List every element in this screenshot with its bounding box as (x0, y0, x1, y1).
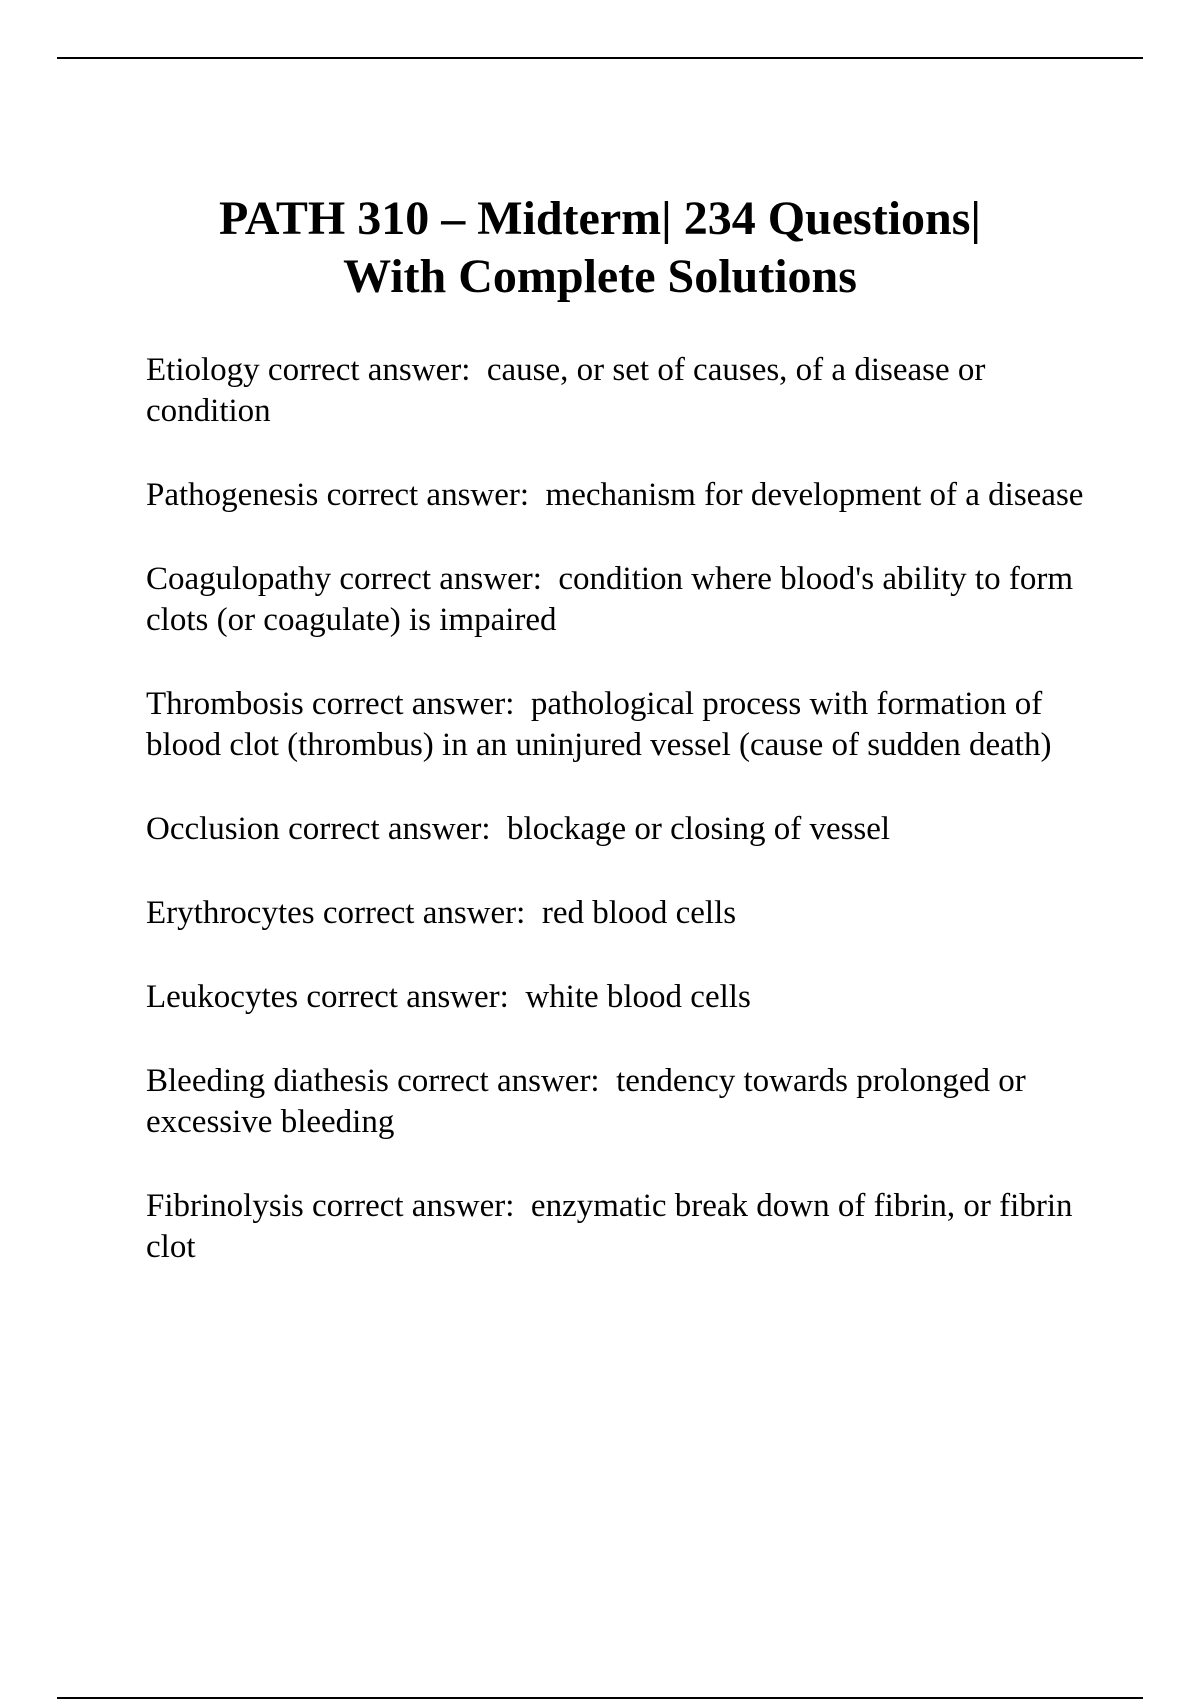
qa-entry (146, 1061, 1106, 1143)
qa-entry (146, 350, 1106, 432)
entry-definition: condition where blood's ability to form clots (or coagulate) is impaired (146, 561, 1073, 638)
entry-term: Leukocytes (146, 979, 299, 1015)
top-divider (57, 57, 1143, 59)
entry-term: Thrombosis (146, 686, 304, 722)
entry-definition: pathological process with formation of blood clot (thrombus) in an uninjured vessel (cause of sudden death) (146, 686, 1052, 763)
qa-list (146, 350, 1106, 1311)
entry-answer-label: correct answer: (288, 811, 491, 847)
bottom-divider (57, 1697, 1143, 1699)
entry-term: Pathogenesis (146, 477, 319, 513)
qa-entry (146, 475, 1106, 516)
qa-entry (146, 977, 1106, 1018)
entry-answer-label: correct answer: (311, 686, 515, 722)
page-title (0, 190, 1200, 306)
entry-term: Fibrinolysis (146, 1188, 304, 1224)
entry-answer-label: correct answer: (326, 477, 530, 513)
qa-entry (146, 1186, 1106, 1268)
entry-definition: red blood cells (541, 895, 737, 931)
entry-term: Etiology (146, 352, 260, 388)
entry-term: Erythrocytes (146, 895, 315, 931)
entry-answer-label: correct answer: (339, 561, 542, 597)
entry-answer-label: correct answer: (306, 979, 509, 1015)
entry-definition: tendency towards prolonged or excessive bleeding (146, 1063, 1026, 1140)
qa-entry (146, 809, 1106, 850)
entry-definition: cause, or set of causes, of a disease or condition (146, 352, 986, 429)
entry-term: Occlusion (146, 811, 280, 847)
title-line-1: PATH 310 – Midterm| 234 Questions| (219, 192, 981, 245)
entry-term: Coagulopathy (146, 561, 332, 597)
qa-entry (146, 893, 1106, 934)
entry-definition: blockage or closing of vessel (507, 811, 891, 847)
qa-entry (146, 684, 1106, 766)
entry-answer-label: correct answer: (311, 1188, 515, 1224)
entry-answer-label: correct answer: (397, 1063, 600, 1099)
entry-answer-label: correct answer: (322, 895, 526, 931)
qa-entry (146, 559, 1106, 641)
entry-term: Bleeding diathesis (146, 1063, 389, 1099)
entry-definition: enzymatic break down of fibrin, or fibrin clot (146, 1188, 1073, 1265)
title-line-2: With Complete Solutions (343, 250, 857, 303)
entry-answer-label: correct answer: (267, 352, 471, 388)
entry-definition: white blood cells (525, 979, 751, 1015)
entry-definition: mechanism for development of a disease (545, 477, 1084, 513)
